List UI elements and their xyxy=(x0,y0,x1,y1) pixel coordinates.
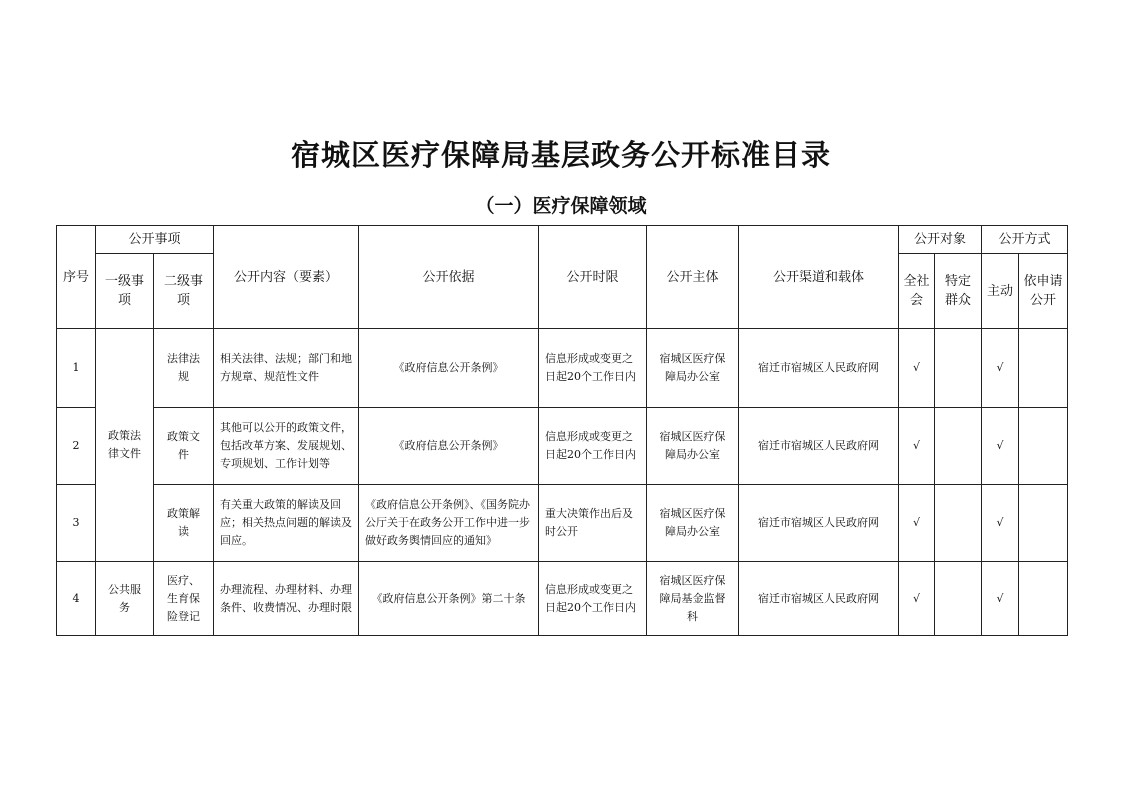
header-channel: 公开渠道和载体 xyxy=(739,226,899,329)
section-subtitle: （一）医疗保障领域 xyxy=(475,195,647,217)
header-basis: 公开依据 xyxy=(359,226,539,329)
table-row xyxy=(57,329,1068,408)
row-check-active: √ xyxy=(982,329,1019,408)
header-items-group: 公开事项 xyxy=(96,226,214,254)
header-target-all: 全社会 xyxy=(899,254,935,329)
row-time-limit: 重大决策作出后及时公开 xyxy=(539,485,647,562)
row-content: 其他可以公开的政策文件，包括改革方案、发展规划、专项规划、工作计划等 xyxy=(214,408,359,485)
table-row xyxy=(57,562,1068,636)
row-channel: 宿迁市宿城区人民政府网 xyxy=(739,562,899,636)
row-check-specific xyxy=(935,562,982,636)
header-level1: 一级事项 xyxy=(96,254,154,329)
header-target-specific: 特定群众 xyxy=(935,254,982,329)
header-method-request: 依申请公开 xyxy=(1019,254,1068,329)
row-seq: 4 xyxy=(57,562,96,636)
header-level2: 二级事项 xyxy=(154,254,214,329)
row-check-request xyxy=(1019,485,1068,562)
document-title: 宿城区医疗保障局基层政务公开标准目录 xyxy=(290,138,831,172)
row-level1: 政策法律文件 xyxy=(96,329,154,562)
row-seq: 1 xyxy=(57,329,96,408)
row-content: 办理流程、办理材料、办理条件、收费情况、办理时限 xyxy=(214,562,359,636)
header-method-group: 公开方式 xyxy=(982,226,1068,254)
disclosure-catalog-table xyxy=(56,225,1068,636)
header-seq: 序号 xyxy=(57,226,96,329)
row-time-limit: 信息形成或变更之日起20个工作日内 xyxy=(539,408,647,485)
row-check-all: √ xyxy=(899,329,935,408)
row-level2: 政策解读 xyxy=(154,485,214,562)
row-level2: 政策文件 xyxy=(154,408,214,485)
row-basis: 《政府信息公开条例》 xyxy=(359,408,539,485)
row-time-limit: 信息形成或变更之日起20个工作日内 xyxy=(539,329,647,408)
row-subject: 宿城区医疗保障局办公室 xyxy=(647,408,739,485)
row-basis: 《政府信息公开条例》第二十条 xyxy=(359,562,539,636)
row-check-all: √ xyxy=(899,408,935,485)
row-basis: 《政府信息公开条例》 xyxy=(359,329,539,408)
row-content: 相关法律、法规；部门和地方规章、规范性文件 xyxy=(214,329,359,408)
header-subject: 公开主体 xyxy=(647,226,739,329)
row-content: 有关重大政策的解读及回应；相关热点问题的解读及回应。 xyxy=(214,485,359,562)
row-check-request xyxy=(1019,408,1068,485)
row-basis: 《政府信息公开条例》、《国务院办公厅关于在政务公开工作中进一步做好政务舆情回应的通知》 xyxy=(359,485,539,562)
row-subject: 宿城区医疗保障局基金监督科 xyxy=(647,562,739,636)
row-subject: 宿城区医疗保障局办公室 xyxy=(647,485,739,562)
row-seq: 3 xyxy=(57,485,96,562)
row-check-active: √ xyxy=(982,562,1019,636)
row-check-all: √ xyxy=(899,562,935,636)
row-channel: 宿迁市宿城区人民政府网 xyxy=(739,329,899,408)
row-check-specific xyxy=(935,485,982,562)
row-level2: 法律法规 xyxy=(154,329,214,408)
header-content: 公开内容（要素） xyxy=(214,226,359,329)
table-row xyxy=(57,485,1068,562)
row-time-limit: 信息形成或变更之日起20个工作日内 xyxy=(539,562,647,636)
row-check-request xyxy=(1019,329,1068,408)
row-check-specific xyxy=(935,329,982,408)
header-time-limit: 公开时限 xyxy=(539,226,647,329)
row-subject: 宿城区医疗保障局办公室 xyxy=(647,329,739,408)
table-row xyxy=(57,408,1068,485)
row-channel: 宿迁市宿城区人民政府网 xyxy=(739,408,899,485)
row-channel: 宿迁市宿城区人民政府网 xyxy=(739,485,899,562)
row-level2: 医疗、生育保险登记 xyxy=(154,562,214,636)
row-check-active: √ xyxy=(982,408,1019,485)
row-check-active: √ xyxy=(982,485,1019,562)
row-check-request xyxy=(1019,562,1068,636)
row-seq: 2 xyxy=(57,408,96,485)
row-check-all: √ xyxy=(899,485,935,562)
header-target-group: 公开对象 xyxy=(899,226,982,254)
header-method-active: 主动 xyxy=(982,254,1019,329)
row-check-specific xyxy=(935,408,982,485)
row-level1: 公共服务 xyxy=(96,562,154,636)
